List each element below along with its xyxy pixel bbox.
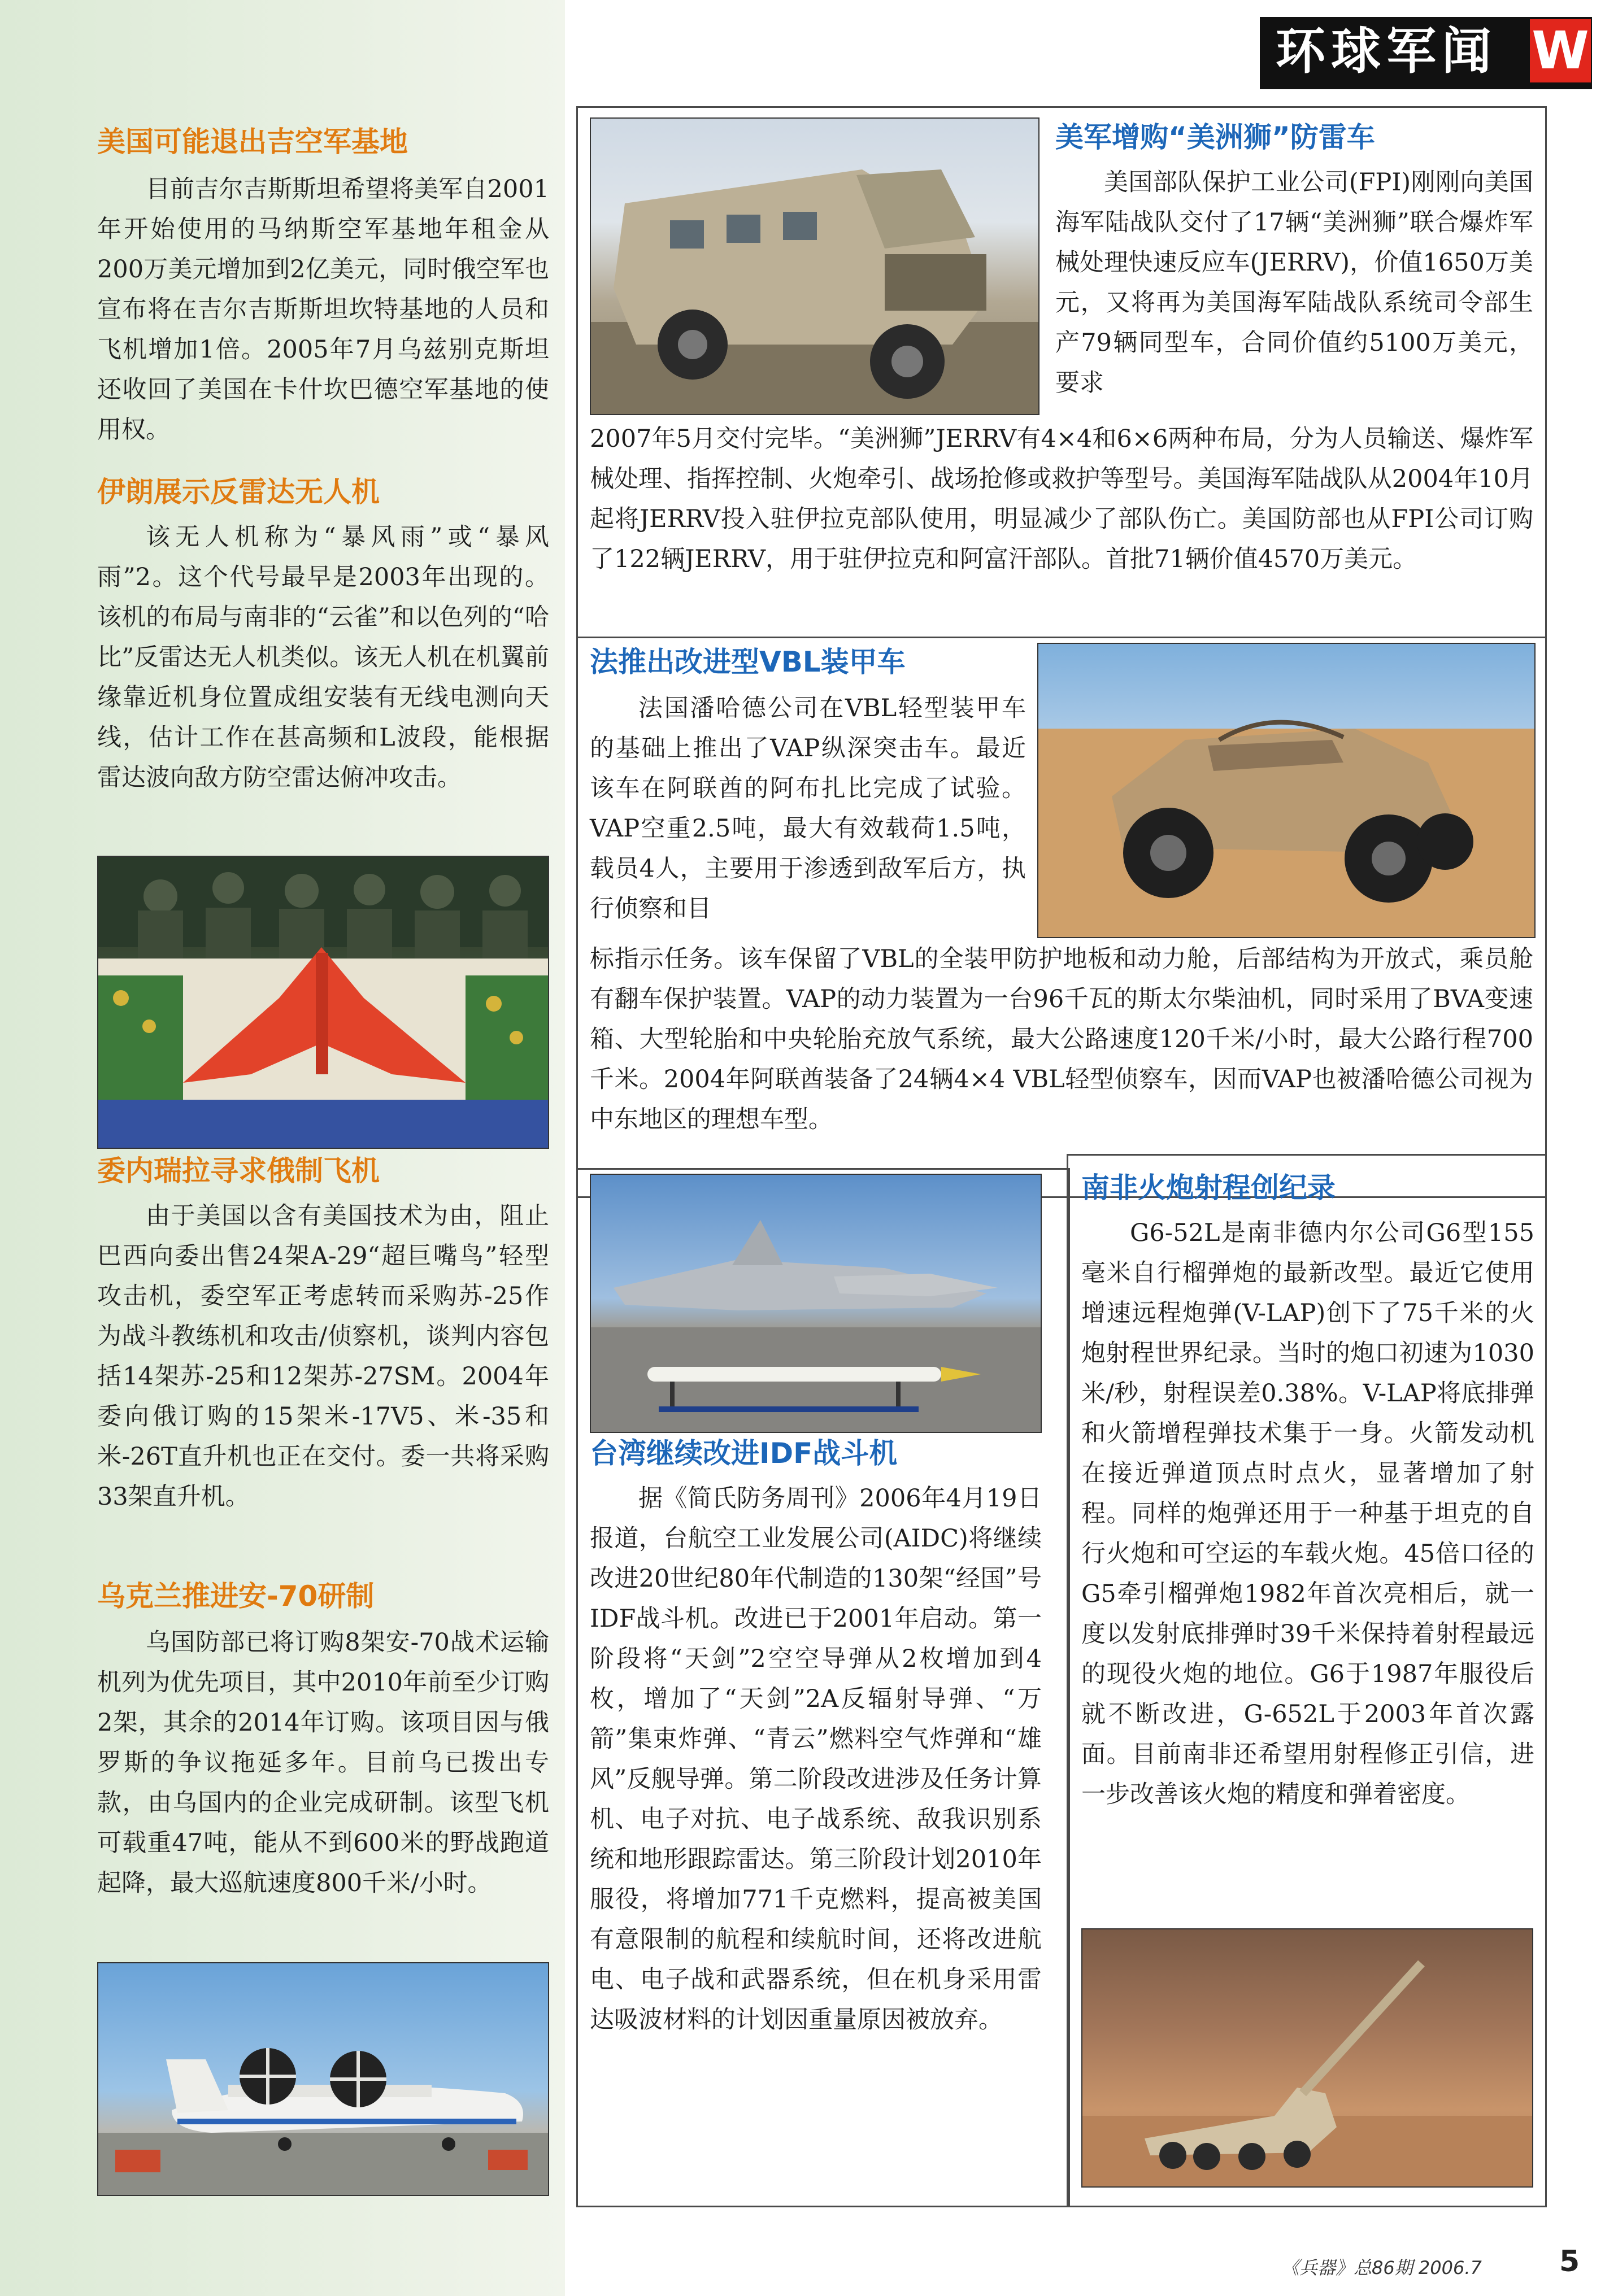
article-idf-body: 据《简氏防务周刊》2006年4月19日报道，台航空工业发展公司(AIDC)将继续改进20世纪80年代制造的130架“经国”号IDF战斗机。改进已于2001年启动。第一阶段将“天剑”2空空导弹从2枚增加到4枚，增加了“天剑”2A反辐射导弹、“万箭”集束炸弹、“青云”燃料空气炸弹和“雄风”反舰导弹。第二阶段改进涉及任务计算机、电子对抗、电子战系统、敌我识别系统和地形跟踪雷达。第三阶段计划2010年服役，将增加771千克燃料，提高被美国有意限制的航程和续航时间，还将改进航电、电子战和武器系统，但在机身采用雷达吸波材料的计划因重量原因被放弃。 [590, 1484, 1042, 2034]
headline-iran-uav: 伊朗展示反雷达无人机 [97, 476, 380, 508]
section-letter-badge: W [1530, 19, 1591, 82]
article-iran-uav-body: 该无人机称为“暴风雨”或“暴风雨”2。这个代号最早是2003年出现的。该机的布局与南非的“云雀”和以色列的“哈比”反雷达无人机类似。该无人机在机翼前缘靠近机身位置成组安装有无线电测向天线，估计工作在甚高频和L波段，能根据雷达波向敌方防空雷达俯冲攻击。 [97, 523, 549, 792]
photo-idf-fighter [590, 1174, 1042, 1433]
vap-photo-illustration [1038, 644, 1534, 937]
idf-photo-illustration [591, 1175, 1041, 1432]
headline-idf: 台湾继续改进IDF战斗机 [590, 1437, 898, 1470]
article-g6-body: G6-52L是南非德内尔公司G6型155毫米自行榴弹炮的最新改型。最近它使用增速远程炮弹(V-LAP)创下了75千米的火炮射程世界纪录。当时的炮口初速为1030米/秒，射程误差0.38%。V-LAP将底排弹和火箭增程弹技术集于一身。火箭发动机在接近弹道顶点时点火，显著增加了射程。同样的炮弹还用于一种基于坦克的自行火炮和可空运的车载火炮。45倍口径的G5牵引榴弹炮1982年首次亮相后，就一度以发射底排弹时39千米保持着射程最远的现役火炮的地位。G6于1987年服役后就不断改进，G-652L于2003年首次露面。目前南非还希望用射程修正引信，进一步改善该火炮的精度和弹着密度。 [1081, 1219, 1534, 1809]
photo-vap-vehicle [1037, 643, 1536, 938]
article-jerrv-body-2: 2007年5月交付完毕。“美洲狮”JERRV有4×4和6×6两种布局，分为人员输送、爆炸军械处理、指挥控制、火炮牵引、战场抢修或救护等型号。美国海军陆战队从2004年10月起将JERRV投入驻伊拉克部队使用，明显减少了部队伤亡。美国防部也从FPI公司订购了122辆JERRV，用于驻伊拉克和阿富汗部队。首批71辆价值4570万美元。 [590, 425, 1533, 573]
g6-photo-illustration [1082, 1929, 1532, 2186]
article-ukraine-an70-body: 乌国防部已将订购8架安-70战术运输机列为优先项目，其中2010年前至少订购2架，其余的2014年订购。该项目因与俄罗斯的争议拖延多年。目前乌已拨出专款，由乌国内的企业完成研制。该型飞机可载重47吨，能从不到600米的野战跑道起降，最大巡航速度800千米/小时。 [97, 1628, 549, 1897]
headline-vbl: 法推出改进型VBL装甲车 [590, 646, 906, 678]
headline-g6: 南非火炮射程创纪录 [1081, 1171, 1336, 1204]
article-venezuela-body: 由于美国以含有美国技术为由，阻止巴西向委出售24架A-29“超巨嘴鸟”轻型攻击机，委空军正考虑转而采购苏-25作为战斗教练机和攻击/侦察机，谈判内容包括14架苏-25和12架苏-27SM。2004年委向俄订购的15架米-17V5、米-35和米-26T直升机也正在交付。委一共将采购33架直升机。 [97, 1202, 549, 1511]
page-number: 5 [1559, 2245, 1580, 2278]
headline-venezuela: 委内瑞拉寻求俄制飞机 [97, 1154, 380, 1187]
an70-photo-illustration [98, 1963, 548, 2195]
article-kyrgyz-base-body: 目前吉尔吉斯斯坦希望将美军自2001年开始使用的马纳斯空军基地年租金从200万美元增加到2亿美元，同时俄空军也宣布将在吉尔吉斯斯坦坎特基地的人员和飞机增加1倍。2005年7月乌兹别克斯坦还收回了美国在卡什坎巴德空军基地的使用权。 [97, 175, 549, 444]
photo-g6-howitzer [1081, 1928, 1533, 2188]
frame-divider [576, 637, 1545, 638]
jerrv-photo-illustration [591, 119, 1038, 414]
article-vbl-body-1: 法国潘哈德公司在VBL轻型装甲车的基础上推出了VAP纵深突击车。最近该车在阿联酋的阿布扎比完成了试验。VAP空重2.5吨，最大有效载荷1.5吨，载员4人，主要用于渗透到敌军后方，执行侦察和目 [590, 694, 1026, 923]
article-jerrv-body-1: 美国部队保护工业公司(FPI)刚刚向美国海军陆战队交付了17辆“美洲狮”联合爆炸军械处理快速反应车(JERRV)，价值1650万美元，又将再为美国海军陆战队系统司令部生产79辆同型车，合同价值约5100万美元，要求 [1055, 168, 1533, 397]
headline-kyrgyz-base: 美国可能退出吉空军基地 [97, 125, 408, 158]
photo-iran-uav [97, 856, 549, 1149]
article-vbl-body-2: 标指示任务。该车保留了VBL的全装甲防护地板和动力舱，后部结构为开放式，乘员舱有翻车保护装置。VAP的动力装置为一台96千瓦的斯太尔柴油机，同时采用了BVA变速箱、大型轮胎和中央轮胎充放气系统，最大公路速度120千米/小时，最大公路行程700千米。2004年阿联酋装备了24辆4×4 VBL轻型侦察车，因而VAP也被潘哈德公司视为中东地区的理想车型。 [590, 945, 1533, 1134]
magazine-issue: 《兵器》总86期 2006.7 [1281, 2257, 1482, 2278]
photo-jerrv-vehicle [590, 117, 1039, 415]
headline-jerrv: 美军增购“美洲狮”防雷车 [1055, 121, 1375, 154]
photo-an70 [97, 1962, 549, 2196]
uav-photo-illustration [98, 857, 548, 1148]
section-title: 环球军闻 [1276, 22, 1498, 80]
headline-ukraine-an70: 乌克兰推进安-70研制 [97, 1580, 375, 1613]
